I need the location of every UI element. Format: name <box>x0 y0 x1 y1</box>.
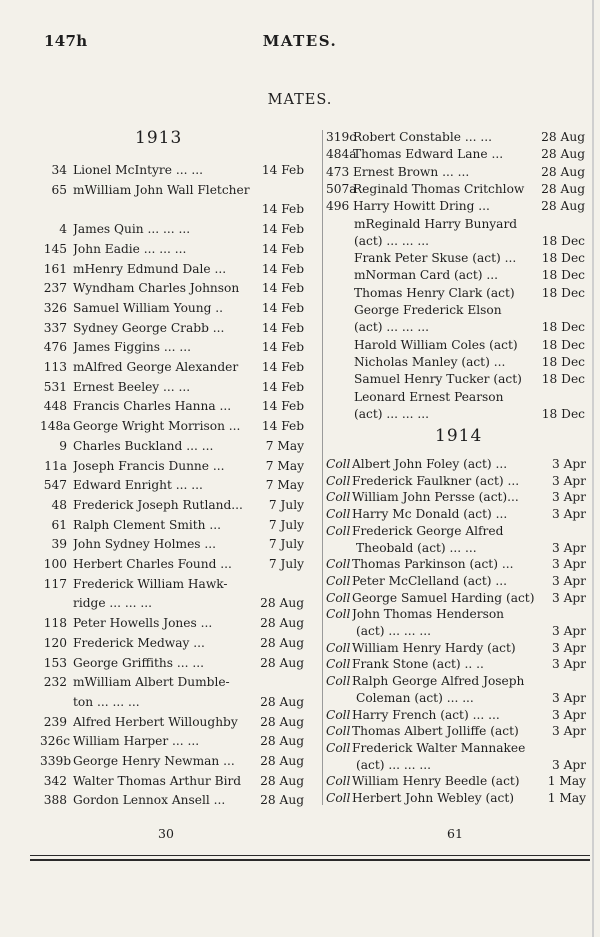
entry-number: 473 <box>326 164 350 179</box>
list-item <box>40 752 310 770</box>
entry-prefix: Coll <box>326 607 351 622</box>
entry-date: 18 Dec <box>541 354 585 369</box>
entry-number: 388 <box>43 793 67 808</box>
entry-number: 48 <box>51 497 67 512</box>
entry-name: (act) ... ... ... <box>354 406 429 421</box>
entry-date: 28 Aug <box>541 181 585 196</box>
entry-number: 34 <box>51 163 67 177</box>
list-item <box>326 772 590 790</box>
list-item <box>40 358 310 376</box>
entry-date: 14 Feb <box>261 360 304 374</box>
entry-date: 18 Dec <box>541 337 585 352</box>
list-item <box>326 180 590 198</box>
list-item <box>326 655 590 673</box>
entry-number: 239 <box>43 714 67 729</box>
entry-name: Thomas Edward Lane ... <box>353 147 504 162</box>
entry-date: 14 Feb <box>261 281 304 296</box>
list-item <box>40 338 310 356</box>
list-item <box>40 654 310 672</box>
entry-name: William Henry Beedle (act) <box>352 774 520 789</box>
list-item <box>326 455 590 473</box>
entry-date: 28 Aug <box>541 130 585 144</box>
list-item <box>40 260 310 278</box>
list-item <box>40 772 310 790</box>
entry-date: 28 Aug <box>541 147 585 162</box>
list-item <box>40 200 310 218</box>
entry-prefix: Coll <box>326 674 351 689</box>
entry-prefix: Coll <box>326 740 351 755</box>
entry-date: 14 Feb <box>261 163 304 177</box>
entry-date: 3 Apr <box>551 473 586 488</box>
entry-name: Lionel McIntyre ... ... <box>73 163 203 177</box>
entry-number: 507a <box>326 181 357 196</box>
entry-name: Coleman (act) ... ... <box>356 690 474 705</box>
entry-name: Ernest Beeley ... ... <box>73 379 191 394</box>
entry-date: 14 Feb <box>261 399 304 414</box>
entry-name: mWilliam Albert Dumble- <box>73 675 230 690</box>
entry-number: 148a <box>40 419 71 434</box>
entry-date: 3 Apr <box>551 640 586 655</box>
entry-name: Herbert Charles Found ... <box>73 557 232 571</box>
list-item <box>326 388 590 406</box>
entry-prefix: Coll <box>326 490 351 505</box>
entry-number: 531 <box>43 379 67 394</box>
entry-number: 232 <box>43 675 67 690</box>
entry-number: 326c <box>40 734 71 749</box>
entry-number: 237 <box>43 281 67 296</box>
entry-name: Frederick George Alfred <box>352 523 504 538</box>
entry-number: 326 <box>43 300 67 315</box>
list-item <box>40 437 310 455</box>
list-item <box>40 181 310 199</box>
list-item <box>326 197 590 215</box>
entry-date: 3 Apr <box>551 690 586 705</box>
entry-date: 28 Aug <box>260 714 304 729</box>
entry-name: Harry Mc Donald (act) ... <box>352 507 508 522</box>
entry-date: 18 Dec <box>541 233 585 248</box>
entry-name: George Griffiths ... ... <box>73 655 205 670</box>
entry-date: 14 Feb <box>261 320 304 335</box>
entry-date: 3 Apr <box>551 507 586 522</box>
entry-name: William Harper ... ... <box>73 734 200 749</box>
entry-date: 28 Aug <box>260 694 304 709</box>
list-item <box>326 405 590 423</box>
entry-date: 3 Apr <box>551 573 586 588</box>
entry-date: 28 Aug <box>541 199 585 214</box>
list-item <box>326 488 590 506</box>
entry-date: 14 Feb <box>261 222 304 237</box>
entry-name: Frederick Joseph Rutland... <box>73 497 243 512</box>
entry-number: 448 <box>43 399 67 414</box>
entry-name: John Thomas Henderson <box>352 607 505 622</box>
entry-name: Peter Howells Jones ... <box>73 616 213 631</box>
entry-date: 7 May <box>265 458 304 473</box>
entry-name: Ralph Clement Smith ... <box>73 517 222 532</box>
list-item <box>326 672 590 690</box>
entry-prefix: Coll <box>326 774 351 789</box>
entry-date: 28 Aug <box>260 635 304 650</box>
list-item <box>326 739 590 757</box>
list-item <box>40 279 310 297</box>
entry-name: Walter Thomas Arthur Bird <box>73 773 242 788</box>
list-item <box>326 163 590 181</box>
entry-date: 3 Apr <box>551 707 586 722</box>
entry-date: 7 July <box>268 537 304 552</box>
entry-name: Reginald Thomas Critchlow <box>353 181 525 196</box>
entry-prefix: Coll <box>326 507 351 522</box>
entry-prefix: Coll <box>326 557 351 572</box>
entry-prefix: Coll <box>326 590 351 605</box>
entry-name: mReginald Harry Bunyard <box>354 216 518 231</box>
list-item <box>326 722 590 740</box>
list-item <box>326 215 590 233</box>
entry-date: 28 Aug <box>260 734 304 749</box>
entry-name: Edward Enright ... ... <box>73 478 203 493</box>
entry-name: James Figgins ... ... <box>73 340 192 355</box>
list-item <box>40 220 310 238</box>
list-item <box>40 535 310 553</box>
entry-date: 7 May <box>265 438 304 453</box>
entry-number: 39 <box>51 537 67 552</box>
entry-prefix: Coll <box>326 473 351 488</box>
entry-name: John Sydney Holmes ... <box>73 537 217 552</box>
entry-name: Nicholas Manley (act) ... <box>354 354 506 369</box>
entry-date: 28 Aug <box>260 754 304 768</box>
header-title: MATES. <box>262 32 338 50</box>
entry-name: Frank Stone (act) .. .. <box>352 657 484 672</box>
entry-name: Francis Charles Hanna ... <box>73 399 232 414</box>
entry-number: 342 <box>43 773 67 788</box>
section-title: MATES. <box>267 92 333 108</box>
list-item <box>326 145 590 163</box>
entry-date: 3 Apr <box>551 490 586 505</box>
list-item <box>40 516 310 534</box>
list-item <box>326 706 590 724</box>
list-item <box>326 472 590 490</box>
entry-name: Ralph George Alfred Joseph <box>352 674 525 689</box>
footer-rule-bottom <box>30 859 590 861</box>
list-item <box>326 639 590 657</box>
entry-name: Charles Buckland ... ... <box>73 438 214 453</box>
entry-number: 65 <box>51 182 67 197</box>
entry-name: William Henry Hardy (act) <box>352 640 516 655</box>
entry-number: 117 <box>43 576 67 591</box>
entry-prefix: Coll <box>326 791 351 805</box>
entry-name: George Henry Newman ... <box>73 754 235 768</box>
list-item <box>326 589 590 607</box>
entry-name: Theobald (act) ... ... <box>356 540 477 555</box>
entry-date: 18 Dec <box>541 406 585 421</box>
list-item <box>40 791 310 809</box>
entry-date: 3 Apr <box>551 757 586 772</box>
entry-name: Sydney George Crabb ... <box>73 320 225 335</box>
list-item <box>40 634 310 652</box>
page-number-left: 30 <box>158 826 174 841</box>
entry-prefix: Coll <box>326 657 351 672</box>
entry-name: (act) ... ... ... <box>354 320 429 335</box>
list-item <box>40 417 310 435</box>
entry-prefix: Coll <box>326 707 351 722</box>
list-item <box>326 555 590 573</box>
year-heading-1914: 1914 <box>435 426 483 446</box>
entry-date: 3 Apr <box>551 724 586 739</box>
entry-date: 7 July <box>268 497 304 512</box>
list-item <box>40 673 310 691</box>
entry-name: Alfred Herbert Willoughby <box>73 714 238 729</box>
list-item <box>326 505 590 523</box>
entry-prefix: Coll <box>326 523 351 538</box>
entry-number: 153 <box>43 655 67 670</box>
page-number-right: 61 <box>447 826 463 841</box>
entry-date: 14 Feb <box>261 261 304 276</box>
list-item <box>40 575 310 593</box>
column-divider <box>322 130 323 805</box>
entry-number: 161 <box>43 261 67 276</box>
entry-name: Gordon Lennox Ansell ... <box>73 793 226 808</box>
entry-name: mNorman Card (act) ... <box>354 268 499 283</box>
entry-date: 14 Feb <box>261 202 304 217</box>
list-item <box>40 457 310 475</box>
entry-name: Albert John Foley (act) ... <box>352 457 508 471</box>
list-item <box>326 336 590 354</box>
entry-name: William John Persse (act)... <box>352 490 519 505</box>
running-header <box>0 32 600 52</box>
year-heading-1913: 1913 <box>135 128 183 148</box>
entry-number: 476 <box>43 340 67 355</box>
entry-name: Harry French (act) ... ... <box>352 707 500 722</box>
entry-number: 484a <box>326 147 357 162</box>
list-item <box>40 240 310 258</box>
list-item <box>40 299 310 317</box>
entry-date: 28 Aug <box>260 596 304 611</box>
list-item <box>326 353 590 371</box>
entry-name: Ernest Brown ... ... <box>353 164 470 179</box>
entry-date: 14 Feb <box>261 241 304 256</box>
list-item <box>326 284 590 302</box>
list-item <box>40 713 310 731</box>
list-item <box>326 232 590 250</box>
entry-date: 28 Aug <box>260 793 304 808</box>
entry-name: Leonard Ernest Pearson <box>354 389 504 404</box>
entry-number: 9 <box>59 438 67 453</box>
list-item <box>326 249 590 267</box>
entry-name: Frederick Medway ... <box>73 635 205 650</box>
list-item <box>326 756 590 774</box>
entry-prefix: Coll <box>326 573 351 588</box>
entry-number: 118 <box>43 616 67 631</box>
entry-number: 145 <box>43 241 67 256</box>
entry-date: 7 July <box>268 517 304 532</box>
list-item <box>326 572 590 590</box>
entry-prefix: Coll <box>326 640 351 655</box>
list-item <box>40 594 310 612</box>
entry-name: Harry Howitt Dring ... <box>353 199 490 214</box>
entry-name: Frederick Walter Mannakee <box>352 740 526 755</box>
entry-name: Frederick Faulkner (act) ... <box>352 473 520 488</box>
footer-rule-top <box>30 855 590 856</box>
entry-name: Frederick William Hawk- <box>73 576 228 591</box>
entry-number: 11a <box>44 458 67 473</box>
entry-name: Samuel Henry Tucker (act) <box>354 372 522 387</box>
list-item <box>40 319 310 337</box>
entry-date: 18 Dec <box>541 320 585 335</box>
entry-date: 3 Apr <box>551 624 586 638</box>
entry-date: 28 Aug <box>541 164 585 179</box>
entry-date: 3 Apr <box>551 540 586 555</box>
entry-date: 28 Aug <box>260 773 304 788</box>
entry-name: mHenry Edmund Dale ... <box>73 261 227 276</box>
list-item <box>40 476 310 494</box>
entry-number: 319c <box>326 130 357 144</box>
entry-date: 28 Aug <box>260 616 304 631</box>
entry-number: 337 <box>43 320 67 335</box>
entry-name: (act) ... ... ... <box>356 757 431 772</box>
list-item <box>326 789 590 807</box>
entry-name: James Quin ... ... ... <box>73 222 191 237</box>
entry-date: 3 Apr <box>551 590 586 605</box>
entry-name: mWilliam John Wall Fletcher <box>73 182 250 197</box>
entry-number: 120 <box>43 635 67 650</box>
entry-name: Wyndham Charles Johnson <box>73 281 240 296</box>
entry-date: 18 Dec <box>541 251 585 266</box>
list-item <box>40 732 310 750</box>
entry-number: 4 <box>59 222 67 237</box>
entry-name: Thomas Parkinson (act) ... <box>352 557 514 572</box>
entry-number: 100 <box>43 557 67 571</box>
entry-name: Robert Constable ... ... <box>353 130 492 144</box>
entry-name: Frank Peter Skuse (act) ... <box>354 251 517 266</box>
entry-name: Samuel William Young .. <box>73 300 224 315</box>
entry-date: 1 May <box>547 791 586 805</box>
entry-date: 18 Dec <box>541 268 585 283</box>
entry-name: Peter McClelland (act) ... <box>352 573 507 588</box>
entry-number: 496 <box>326 199 350 214</box>
entry-date: 18 Dec <box>541 285 585 300</box>
list-item <box>326 539 590 557</box>
list-item <box>40 693 310 711</box>
entry-number: 113 <box>43 360 67 374</box>
entry-name: John Eadie ... ... ... <box>73 241 187 256</box>
entry-name: (act) ... ... ... <box>356 624 431 638</box>
entry-prefix: Coll <box>326 724 351 739</box>
list-item <box>326 318 590 336</box>
entry-date: 14 Feb <box>261 300 304 315</box>
entry-name: mAlfred George Alexander <box>73 360 239 374</box>
list-item <box>326 266 590 284</box>
entry-name: Herbert John Webley (act) <box>352 791 514 805</box>
entry-name: Joseph Francis Dunne ... <box>73 458 225 473</box>
entry-date: 14 Feb <box>261 379 304 394</box>
entry-date: 18 Dec <box>541 372 585 387</box>
list-item <box>326 605 590 623</box>
list-item <box>326 522 590 540</box>
entry-date: 7 July <box>268 557 304 571</box>
entry-name: Harold William Coles (act) <box>354 337 518 352</box>
list-item <box>326 301 590 319</box>
list-item <box>40 555 310 573</box>
list-item <box>326 370 590 388</box>
entry-date: 28 Aug <box>260 655 304 670</box>
entry-name: ridge ... ... ... <box>73 596 153 611</box>
header-page-ref: 147h <box>44 32 88 50</box>
list-item <box>326 128 590 146</box>
entry-number: 547 <box>43 478 67 493</box>
entry-number: 61 <box>51 517 67 532</box>
entry-name: (act) ... ... ... <box>354 233 429 248</box>
entry-name: George Frederick Elson <box>354 303 502 317</box>
entry-name: ton ... ... ... <box>73 694 140 709</box>
entry-date: 3 Apr <box>551 457 586 471</box>
entry-name: George Wright Morrison ... <box>73 419 241 434</box>
list-item <box>40 378 310 396</box>
entry-date: 3 Apr <box>551 657 586 672</box>
list-item <box>40 161 310 179</box>
entry-name: Thomas Albert Jolliffe (act) <box>352 724 519 739</box>
list-item <box>40 614 310 632</box>
entry-number: 339b <box>40 754 72 768</box>
entry-date: 3 Apr <box>551 557 586 572</box>
entry-date: 1 May <box>547 774 586 789</box>
list-item <box>40 496 310 514</box>
entry-prefix: Coll <box>326 457 351 471</box>
entry-name: Thomas Henry Clark (act) <box>354 285 515 300</box>
list-item <box>40 397 310 415</box>
entry-date: 14 Feb <box>261 340 304 355</box>
entry-date: 14 Feb <box>261 419 304 434</box>
list-item <box>326 622 590 640</box>
page-edge <box>592 0 594 937</box>
list-item <box>326 689 590 707</box>
entry-name: George Samuel Harding (act) <box>352 590 535 605</box>
entry-date: 7 May <box>265 478 304 493</box>
